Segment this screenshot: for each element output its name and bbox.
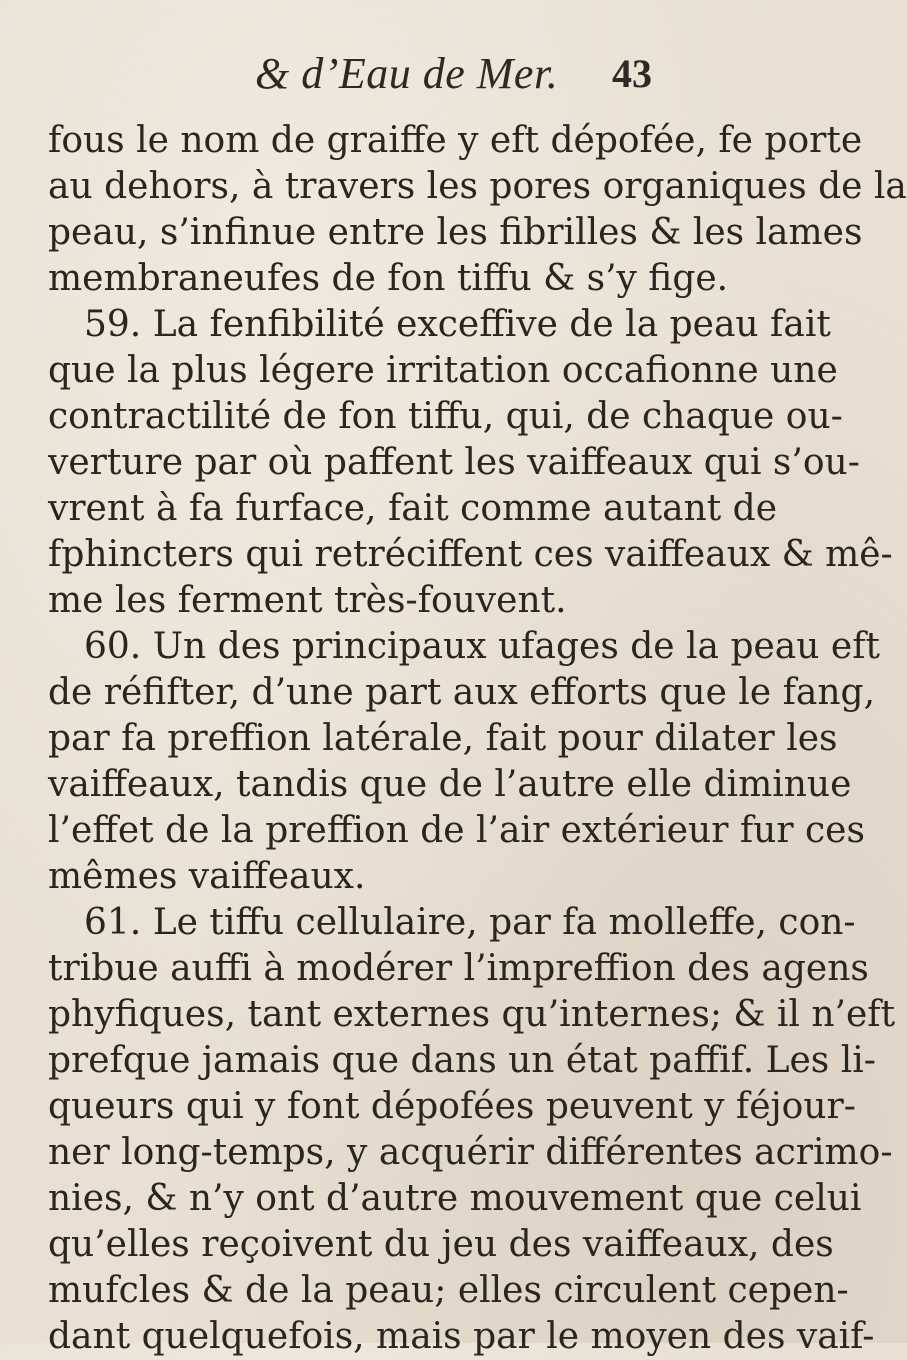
text-line: mufcles & de la peau; elles circulent cepen- xyxy=(48,1270,849,1311)
text-line: tribue auffi à modérer l’impreffion des agens xyxy=(48,948,869,989)
text-line: me les ferment très-fouvent. xyxy=(48,580,567,621)
text-line: phyfiques, tant externes qu’internes; & il n’eft xyxy=(48,994,896,1035)
paragraph-59-start: 59. La fenfibilité exceffive de la peau fait xyxy=(84,304,831,345)
text-line: mêmes vaiffeaux. xyxy=(48,856,366,897)
text-line: contractilité de fon tiffu, qui, de chaque ou- xyxy=(48,396,843,437)
text-line: qu’elles reçoivent du jeu des vaiffeaux, des xyxy=(48,1224,834,1265)
text-line: nies, & n’y ont d’autre mouvement que celui xyxy=(48,1178,862,1219)
text-line: par fa preffion latérale, fait pour dilater les xyxy=(48,718,838,759)
text-line: dant quelquefois, mais par le moyen des vaif- xyxy=(48,1316,875,1357)
text-line: l’effet de la preffion de l’air extérieur fur ces xyxy=(48,810,865,851)
text-line: de réfifter, d’une part aux efforts que le fang, xyxy=(48,672,876,713)
text-line: fphincters qui retréciffent ces vaiffeaux & mê- xyxy=(48,534,893,575)
running-title: & d’Eau de Mer. xyxy=(255,49,559,98)
text-line: fous le nom de graiffe y eft dépofée, fe porte xyxy=(48,120,863,161)
text-line: que la plus légere irritation occafionne une xyxy=(48,350,838,391)
paragraph-61-start: 61. Le tiffu cellulaire, par fa molleffe, con- xyxy=(84,902,856,943)
body-text xyxy=(48,118,907,1360)
text-line: ner long-temps, y acquérir différentes acrimo- xyxy=(48,1132,893,1173)
text-line: queurs qui y font dépofées peuvent y féjour- xyxy=(48,1086,856,1127)
running-head xyxy=(0,42,800,102)
text-line: au dehors, à travers les pores organiques de la xyxy=(48,166,907,207)
text-line: verture par où paffent les vaiffeaux qui s’ou- xyxy=(48,442,860,483)
text-line: prefque jamais que dans un état paffif. Les li- xyxy=(48,1040,876,1081)
text-line: peau, s’infinue entre les fibrilles & les lames xyxy=(48,212,863,253)
text-line: vaiffeaux, tandis que de l’autre elle diminue xyxy=(48,764,852,805)
text-line: vrent à fa furface, fait comme autant de xyxy=(48,488,778,529)
paragraph-60-start: 60. Un des principaux ufages de la peau eft xyxy=(84,626,880,667)
text-line: membraneufes de fon tiffu & s’y fige. xyxy=(48,258,729,299)
page-number: 43 xyxy=(612,51,652,96)
